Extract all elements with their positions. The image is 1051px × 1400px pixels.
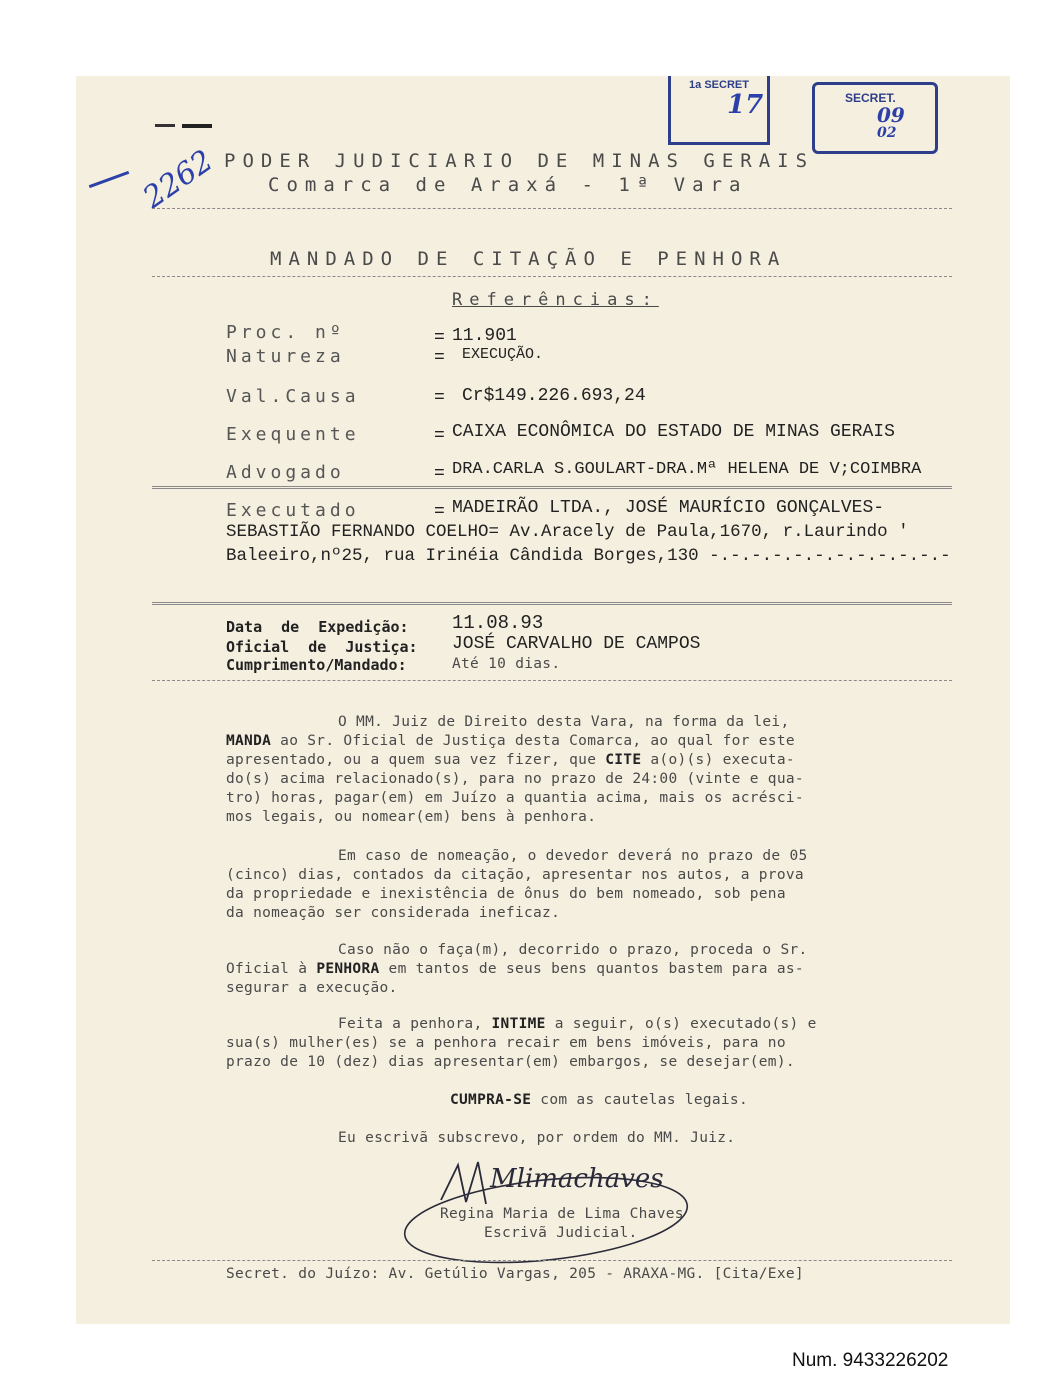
court-header-title: PODER JUDICIARIO DE MINAS GERAIS [224,150,815,172]
escrivao-line: Eu escrivã subscrevo, por ordem do MM. Juiz. [338,1130,736,1146]
advogado-label: Advogado [226,462,345,483]
references-heading: Referências: [452,290,659,310]
divider [152,680,952,681]
paragraph-text: a(o)(s) executa- [641,752,795,768]
paragraph-2-line: (cinco) dias, contados da citação, apresentar nos autos, a prova [226,867,804,883]
keyword-cumpra-se: CUMPRA-SE [450,1092,532,1108]
court-header-subtitle: Comarca de Araxá - 1ª Vara [268,174,748,196]
keyword-intime: INTIME [491,1016,546,1032]
proc-value: 11.901 [452,326,517,346]
advogado-value: DRA.CARLA S.GOULART-DRA.Mª HELENA DE V;COIMBRA [452,460,922,479]
secretaria-stamp-left [668,76,770,145]
divider [152,208,952,209]
stamp-label: SECRET. [845,91,896,105]
exequente-label: Exequente [226,424,360,445]
paragraph-1-line: do(s) acima relacionado(s), para no prazo de 24:00 (vinte e qua- [226,771,804,787]
paragraph-text: a seguir, o(s) executado(s) e [545,1016,817,1032]
stamp-number: 09 [877,103,905,127]
stamp-extra: 02 [877,125,897,141]
natureza-label: Natureza [226,346,345,367]
paragraph-3-line [226,961,804,977]
divider [152,602,952,605]
keyword-cite: CITE [605,752,642,768]
stamp-label: 1a SECRET [689,79,749,91]
secretaria-stamp-right [812,82,938,154]
exequente-separator: = [434,426,445,446]
paragraph-text: ao Sr. Oficial de Justiça desta Comarca, ao qual for este [271,733,795,749]
signature: Mlimachaves [490,1164,664,1194]
page-number: Num. 9433226202 [792,1350,949,1371]
oficial-justica-label: Oficial de Justiça: [226,638,418,656]
paragraph-3-line: segurar a execução. [226,980,398,996]
proc-label: Proc. nº [226,322,345,343]
data-expedicao-label: Data de Expedição: [226,618,409,636]
paragraph-text: Oficial à [226,961,317,977]
paragraph-2-line: da propriedade e inexistência de ônus do bem nomeado, sob pena [226,886,786,902]
paragraph-text: com as cautelas legais. [531,1092,748,1108]
handwritten-protocol-number: 2262 [136,143,220,216]
exequente-value: CAIXA ECONÔMICA DO ESTADO DE MINAS GERAIS [452,422,895,442]
document-title: MANDADO DE CITAÇÃO E PENHORA [270,248,787,270]
paragraph-2-line: da nomeação ser considerada ineficaz. [226,905,561,921]
stray-mark [155,124,175,127]
paragraph-4-line: prazo de 10 (dez) dias apresentar(em) embargos, se desejar(em). [226,1054,795,1070]
executado-label: Executado [226,500,360,521]
paragraph-1-line [226,733,795,749]
keyword-penhora: PENHORA [316,961,380,977]
proc-separator: = [434,328,445,348]
paragraph-4-line: sua(s) mulher(es) se a penhora recair em bens imóveis, para no [226,1035,786,1051]
stray-mark [182,124,212,128]
paragraph-3-line: Caso não o faça(m), decorrido o prazo, proceda o Sr. [338,942,808,958]
divider [152,276,952,277]
paragraph-text: em tantos de seus bens quantos bastem para as- [379,961,804,977]
paragraph-text: apresentado, ou a quem sua vez fizer, que [226,752,606,768]
executado-line-1: MADEIRÃO LTDA., JOSÉ MAURÍCIO GONÇALVES- [452,498,885,518]
signatory-role: Escrivã Judicial. [484,1225,638,1241]
paragraph-1-line: mos legais, ou nomear(em) bens à penhora. [226,809,597,825]
val-causa-value: Cr$149.226.693,24 [462,386,646,406]
divider [152,1260,952,1261]
executado-separator: = [434,502,445,522]
cumprimento-label: Cumprimento/Mandado: [226,656,407,674]
paragraph-2-line: Em caso de nomeação, o devedor deverá no prazo de 05 [338,848,808,864]
data-expedicao-value: 11.08.93 [452,612,544,634]
paragraph-4-line [338,1016,817,1032]
oficial-justica-value: JOSÉ CARVALHO DE CAMPOS [452,634,701,654]
natureza-separator: = [434,348,445,368]
footer-address: Secret. do Juízo: Av. Getúlio Vargas, 205 - ARAXA-MG. [Cita/Exe] [226,1266,804,1282]
cumpra-se-line [450,1092,748,1108]
stamp-number: 17 [727,90,764,120]
val-causa-label: Val.Causa [226,386,360,407]
paragraph-text: Feita a penhora, [338,1016,492,1032]
keyword-manda: MANDA [226,733,272,749]
val-causa-separator: = [434,388,445,408]
divider [152,486,952,489]
signatory-name: Regina Maria de Lima Chaves [440,1206,684,1222]
cumprimento-value: Até 10 dias. [452,656,561,672]
advogado-separator: = [434,464,445,484]
natureza-value: EXECUÇÃO. [462,346,544,363]
paragraph-1-line: O MM. Juiz de Direito desta Vara, na forma da lei, [338,714,790,730]
paragraph-1-line: tro) horas, pagar(em) em Juízo a quantia acima, mais os acrésci- [226,790,804,806]
executado-line-3: Baleeiro,nº25, rua Irinéia Cândida Borges,130 -.-.-.-.-.-.-.-.-.-.-.- [226,546,951,566]
paragraph-1-line [226,752,795,768]
executado-line-2: SEBASTIÃO FERNANDO COELHO= Av.Aracely de Paula,1670, r.Laurindo ' [226,522,909,542]
